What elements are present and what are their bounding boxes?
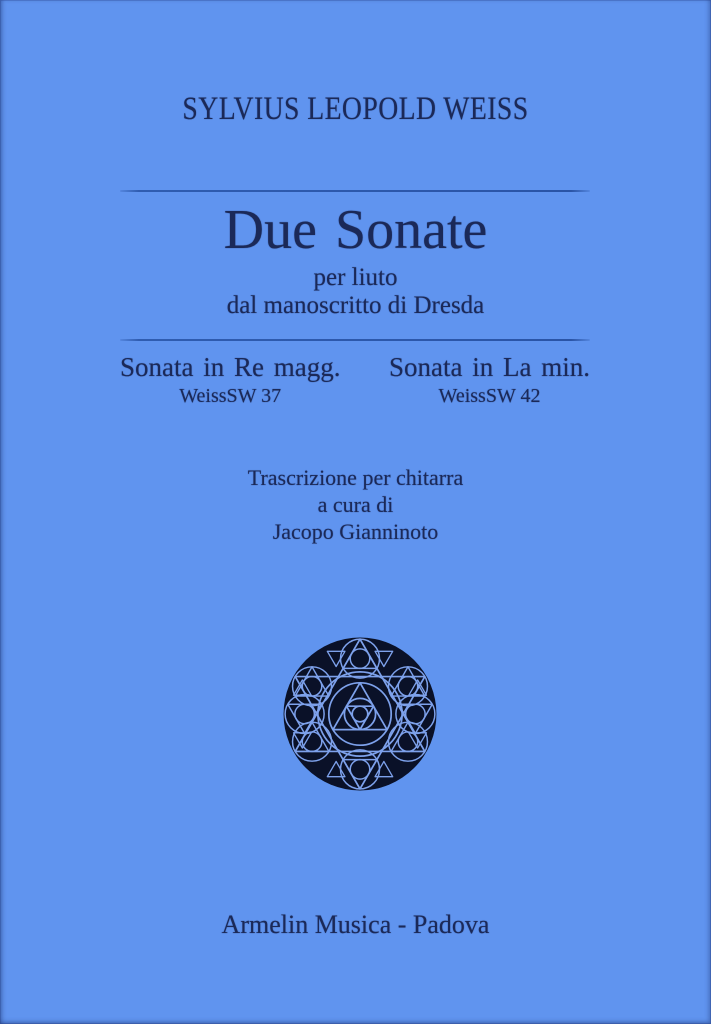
transcription-line-2: a cura di — [317, 492, 394, 517]
work-sonata-re-magg — [120, 352, 340, 408]
divider-line-top — [120, 190, 590, 192]
work-catalog-number: WeissSW 42 — [438, 385, 541, 407]
divider-line-middle — [120, 339, 590, 341]
author-name: SYLVIUS LEOPOLD WEISS — [182, 91, 529, 127]
work-sonata-la-min — [389, 352, 590, 408]
transcription-line-1: Trascrizione per chitarra — [247, 465, 464, 490]
book-title: Due Sonate — [223, 199, 488, 261]
transcription-credit — [0, 464, 711, 545]
subtitle-line-2: dal manoscritto di Dresda — [226, 292, 485, 319]
work-title: Sonata in Re magg. — [120, 352, 341, 382]
publisher-name: Armelin Musica - Padova — [221, 910, 490, 939]
logo-disc — [284, 638, 437, 791]
transcription-line-3: Jacopo Gianninoto — [272, 519, 439, 544]
publisher-logo-geometric-emblem-icon — [282, 636, 438, 792]
works-row — [120, 352, 590, 408]
work-catalog-number: WeissSW 37 — [179, 385, 282, 407]
work-title: Sonata in La min. — [389, 352, 590, 382]
book-subtitle — [0, 264, 711, 320]
subtitle-line-1: per liuto — [313, 264, 398, 291]
